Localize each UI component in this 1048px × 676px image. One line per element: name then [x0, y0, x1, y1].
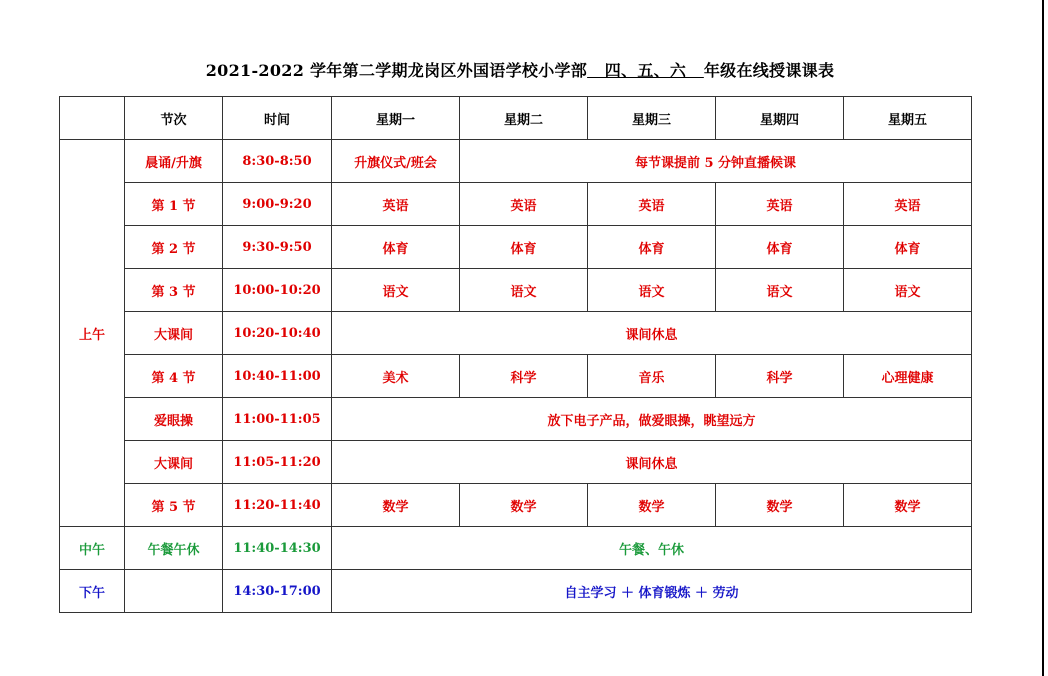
session-time: 8:30-8:50 [223, 140, 332, 183]
header-cell: 星期四 [716, 97, 844, 140]
class-cell: 语文 [460, 269, 588, 312]
class-cell: 体育 [588, 226, 716, 269]
merged-cell: 课间休息 [332, 312, 972, 355]
table-row [60, 226, 972, 269]
period-morning: 上午 [60, 140, 125, 527]
schedule-table [59, 96, 972, 613]
header-cell: 星期五 [844, 97, 972, 140]
session-name: 第 3 节 [125, 269, 223, 312]
session-name: 第 1 节 [125, 183, 223, 226]
title-suffix: 年级在线授课课表 [703, 61, 835, 80]
header-cell: 时间 [223, 97, 332, 140]
merged-cell: 放下电子产品，做爱眼操，眺望远方 [332, 398, 972, 441]
class-cell: 英语 [588, 183, 716, 226]
class-cell: 升旗仪式/班会 [332, 140, 460, 183]
session-name: 大课间 [125, 441, 223, 484]
merged-cell: 自主学习 ＋ 体育锻炼 ＋ 劳动 [332, 570, 972, 613]
class-cell: 科学 [460, 355, 588, 398]
header-cell: 星期二 [460, 97, 588, 140]
class-cell: 心理健康 [844, 355, 972, 398]
period-noon: 中午 [60, 527, 125, 570]
class-cell: 音乐 [588, 355, 716, 398]
session-time: 9:30-9:50 [223, 226, 332, 269]
session-time: 11:00-11:05 [223, 398, 332, 441]
merged-cell: 课间休息 [332, 441, 972, 484]
table-row [60, 484, 972, 527]
session-name: 第 5 节 [125, 484, 223, 527]
table-row [60, 140, 972, 183]
class-cell: 数学 [588, 484, 716, 527]
table-row [60, 398, 972, 441]
table-row [60, 570, 972, 613]
page-edge-line [1042, 0, 1044, 676]
table-row [60, 269, 972, 312]
session-name: 午餐午休 [125, 527, 223, 570]
page-title [0, 58, 1040, 81]
header-cell: 节次 [125, 97, 223, 140]
session-time: 11:40-14:30 [223, 527, 332, 570]
class-cell: 数学 [844, 484, 972, 527]
session-time: 11:05-11:20 [223, 441, 332, 484]
class-cell: 美术 [332, 355, 460, 398]
header-row [60, 97, 972, 140]
class-cell: 体育 [460, 226, 588, 269]
table-row [60, 183, 972, 226]
class-cell: 体育 [844, 226, 972, 269]
table-row [60, 527, 972, 570]
header-cell [60, 97, 125, 140]
class-cell: 数学 [460, 484, 588, 527]
class-cell: 英语 [844, 183, 972, 226]
class-cell: 数学 [716, 484, 844, 527]
table-row [60, 355, 972, 398]
class-cell: 体育 [716, 226, 844, 269]
session-time: 10:20-10:40 [223, 312, 332, 355]
title-grades: 四、五、六 [587, 61, 704, 80]
class-cell: 语文 [588, 269, 716, 312]
session-name: 第 2 节 [125, 226, 223, 269]
class-cell: 语文 [332, 269, 460, 312]
class-cell: 英语 [332, 183, 460, 226]
table-row [60, 312, 972, 355]
title-prefix: 2021-2022 学年第二学期龙岗区外国语学校小学部 [205, 61, 588, 80]
session-time: 9:00-9:20 [223, 183, 332, 226]
session-name: 晨诵/升旗 [125, 140, 223, 183]
class-cell: 科学 [716, 355, 844, 398]
session-name: 大课间 [125, 312, 223, 355]
merged-cell: 午餐、午休 [332, 527, 972, 570]
session-name [125, 570, 223, 613]
session-name: 第 4 节 [125, 355, 223, 398]
header-cell: 星期三 [588, 97, 716, 140]
header-cell: 星期一 [332, 97, 460, 140]
class-cell: 英语 [460, 183, 588, 226]
table-row [60, 441, 972, 484]
class-cell: 英语 [716, 183, 844, 226]
class-cell: 体育 [332, 226, 460, 269]
merged-cell: 每节课提前 5 分钟直播候课 [460, 140, 972, 183]
class-cell: 数学 [332, 484, 460, 527]
period-afternoon: 下午 [60, 570, 125, 613]
session-time: 11:20-11:40 [223, 484, 332, 527]
session-time: 10:00-10:20 [223, 269, 332, 312]
class-cell: 语文 [716, 269, 844, 312]
session-time: 10:40-11:00 [223, 355, 332, 398]
session-name: 爱眼操 [125, 398, 223, 441]
session-time: 14:30-17:00 [223, 570, 332, 613]
class-cell: 语文 [844, 269, 972, 312]
